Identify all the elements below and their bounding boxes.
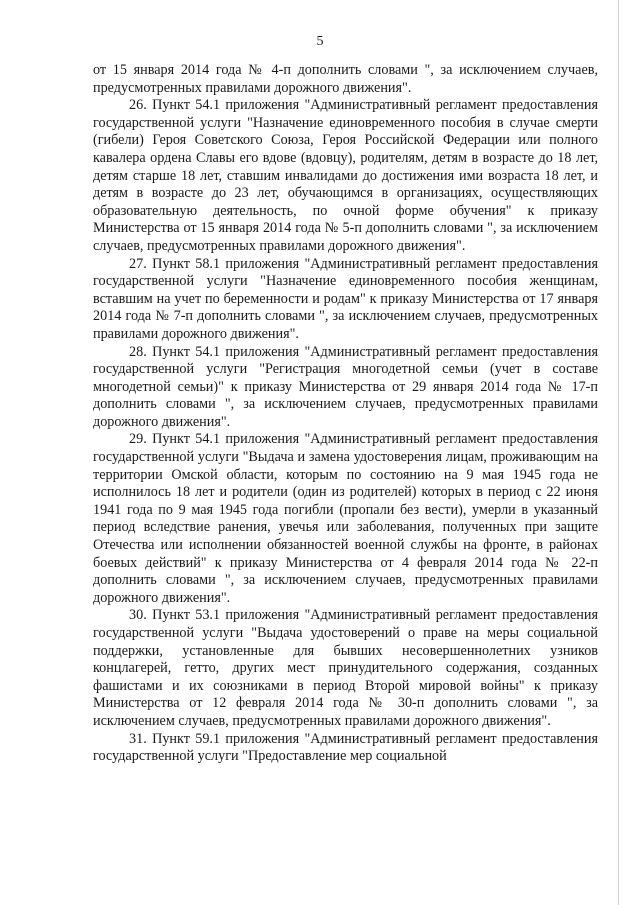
document-body [93, 62, 598, 766]
paragraph-item-29: 29. Пункт 54.1 приложения "Административный регламент предоставления государственной услуги "Выдача и замена удостоверения лицам, проживающим на территории Омской области, которым по состоянию на 9 мая 1945 года не исполнилось 18 лет и родители (один из родителей) которых в период с 22 июня 1941 года по 9 мая 1945 года погибли (пропали без вести), умерли в указанный период вследствие ранения, увечья или заболевания, полученных при защите Отечества или исполнении обязанностей военной службы на фронте, в районах боевых действий" к приказу Министерства от 4 февраля 2014 года № 22-п дополнить словами ", за исключением случаев, предусмотренных правилами дорожного движения". [93, 431, 598, 606]
paragraph-item-27: 27. Пункт 58.1 приложения "Административный регламент предоставления государственной услуги "Назначение единовременного пособия женщинам, вставшим на учет по беременности и родам" к приказу Министерства от 17 января 2014 года № 7-п дополнить словами ", за исключением случаев, предусмотренных правилами дорожного движения". [93, 255, 598, 342]
paragraph-item-26: 26. Пункт 54.1 приложения "Административный регламент предоставления государственной услуги "Назначение единовременного пособия в случае смерти (гибели) Героя Советского Союза, Героя Российской Федерации или полного кавалера ордена Славы его вдове (вдовцу), родителям, детям в возрасте до 18 лет, детям старше 18 лет, ставшим инвалидами до достижения ими возраста 18 лет, и детям в возрасте до 23 лет, обучающимся в организациях, осуществляющих образовательную деятельность, по очной форме обучения" к приказу Министерства от 15 января 2014 года № 5-п дополнить словами ", за исключением случаев, предусмотренных правилами дорожного движения". [93, 97, 598, 254]
page-number: 5 [316, 34, 324, 49]
paragraph-item-30: 30. Пункт 53.1 приложения "Административный регламент предоставления государственной услуги "Выдача удостоверений о праве на меры социальной поддержки, установленные для бывших несовершеннолетних узников концлагерей, гетто, других мест принудительного содержания, созданных фашистами и их союзниками в период Второй мировой войны" к приказу Министерства от 12 февраля 2014 года № 30-п дополнить словами ", за исключением случаев, предусмотренных правилами дорожного движения". [93, 607, 598, 729]
paragraph-item-31: 31. Пункт 59.1 приложения "Административный регламент предоставления государственной услуги "Предоставление мер социальной [93, 730, 598, 765]
paragraph-continuation: от 15 января 2014 года № 4-п дополнить словами ", за исключением случаев, предусмотренных правилами дорожного движения". [93, 62, 598, 96]
scan-edge-line [618, 0, 619, 905]
paragraph-item-28: 28. Пункт 54.1 приложения "Административный регламент предоставления государственной услуги "Регистрация многодетной семьи (учет в составе многодетной семьи)" к приказу Министерства от 29 января 2014 года № 17-п дополнить словами ", за исключением случаев, предусмотренных правилами дорожного движения". [93, 343, 598, 430]
